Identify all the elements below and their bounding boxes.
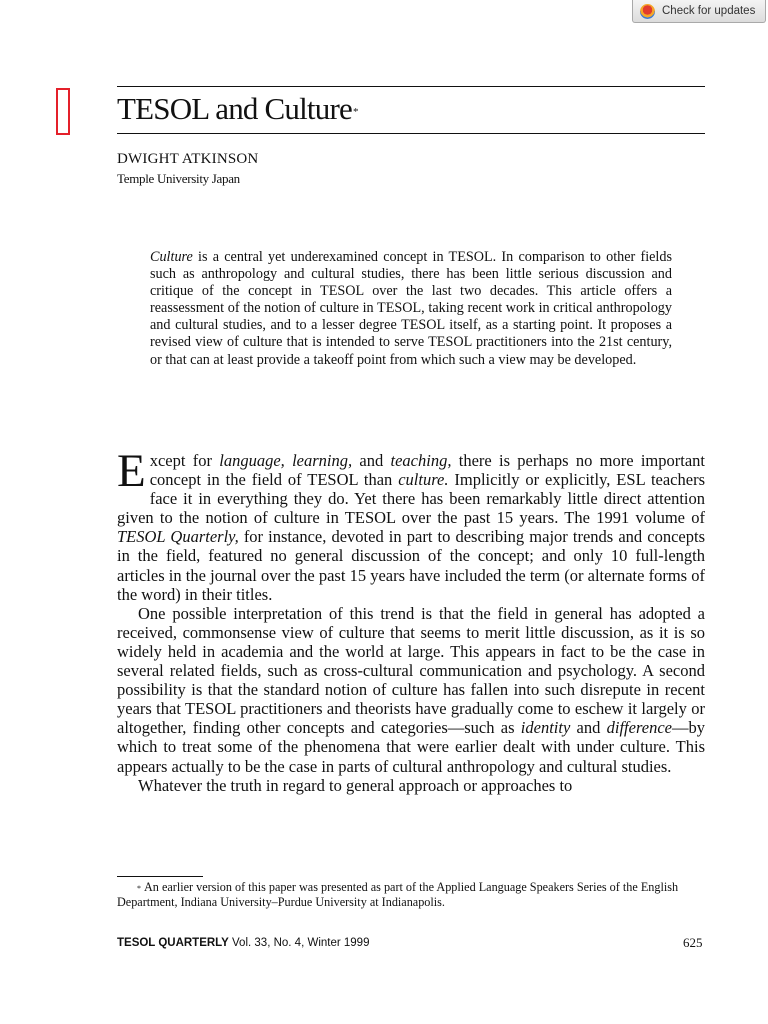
journal-citation (117, 937, 369, 949)
emphasis: teaching, (390, 451, 452, 470)
text-run: for instance, devoted in part to describing major trends and concepts in the field, featured no general discussion of the concept; and only 10 full-length articles in the journal over the past 15 years have included the term (or alternate forms of the word) in their titles. (117, 527, 705, 604)
text-run: Implicitly or explicitly, ESL teachers face it in everything they do. Yet there has been remarkably little direct attention given to the notion of culture in TESOL over the past 15 years. The 1991 volume of (117, 470, 705, 528)
paragraph-1 (117, 445, 705, 604)
author-name: DWIGHT ATKINSON (117, 151, 259, 167)
paragraph-2 (117, 604, 705, 776)
footnote-text: An earlier version of this paper was presented as part of the Applied Language Speakers Series of the English Department, Indiana University–Purdue University at Indianapolis. (117, 880, 679, 909)
journal-title: TESOL QUARTERLY (117, 937, 229, 949)
emphasis: language, learning, (219, 451, 353, 470)
highlight-marker (56, 88, 70, 135)
title-text: TESOL and Culture (117, 91, 352, 126)
text-run: there is perhaps no more important concept in the field of TESOL than (149, 451, 705, 490)
emphasis: identity (520, 718, 571, 738)
footnote (117, 880, 707, 910)
journal-issue: Vol. 33, No. 4, Winter 1999 (228, 937, 370, 949)
abstract-text: is a central yet underexamined concept in TESOL. In comparison to other fields such as anthropology and cultural studies, there has been little serious discussion and critique of the concept in TESOL over the last two decades. This article offers a reassessment of the notion of culture in TESOL, taking recent work in critical anthropology and cultural studies, and to a lesser degree TESOL itself, as a starting point. It proposes a revised view of culture that is intended to serve TESOL practitioners into the 21st century, or that can at least provide a takeoff point from which such a view may be developed. (150, 249, 672, 368)
text-run: xcept for (149, 451, 220, 470)
emphasis: difference (606, 718, 672, 738)
journal-name: TESOL Quarterly, (117, 527, 239, 547)
crossmark-icon (640, 4, 655, 19)
check-for-updates-button[interactable] (632, 0, 766, 23)
title-note-mark: * (352, 106, 358, 118)
check-for-updates-label: Check for updates (662, 5, 756, 17)
drop-cap: E (117, 445, 146, 497)
article-title (117, 89, 358, 129)
page-number: 625 (683, 935, 703, 950)
text-run: —by which to treat some of the phenomena that were earlier dealt with under culture. This appears actually to be the case in parts of cultural anthropology and cultural studies. (117, 718, 705, 776)
article-body (117, 445, 705, 795)
footnote-rule (117, 876, 203, 877)
title-bottom-rule (117, 133, 705, 134)
footnote-mark: * (137, 884, 141, 893)
text-run: and (352, 451, 391, 470)
emphasis: culture. (398, 470, 449, 490)
title-top-rule (117, 86, 705, 87)
abstract-lead: Culture (150, 249, 193, 265)
text-run: One possible interpretation of this trend is that the field in general has adopted a received, commonsense view of culture that seems to merit little discussion, as it is so widely held in academia and the world at large. This appears in fact to be the case in several related fields, such as cross-cultural communication and psychology. A second possibility is that the standard notion of culture has fallen into such disrepute in recent years that TESOL practitioners and theorists have gradually come to eschew it largely or altogether, finding other concepts and categories—such as (117, 603, 705, 738)
paragraph-3: Whatever the truth in regard to general approach or approaches to (138, 775, 573, 795)
text-run: and (570, 718, 607, 738)
abstract (150, 249, 672, 369)
author-affiliation: Temple University Japan (117, 171, 240, 186)
